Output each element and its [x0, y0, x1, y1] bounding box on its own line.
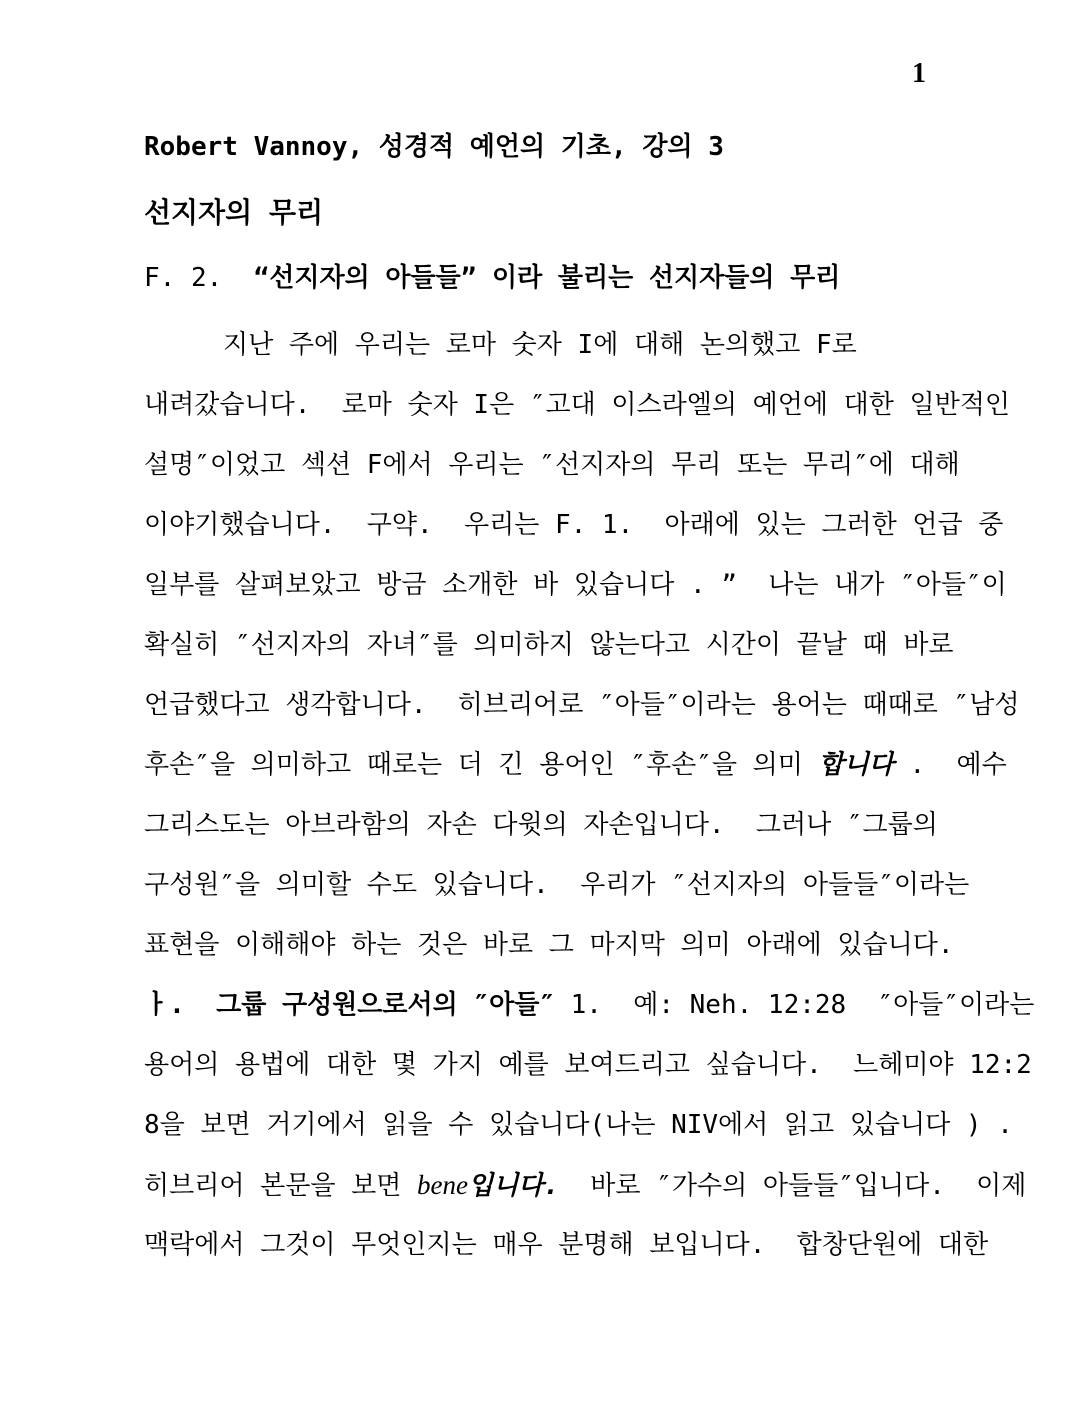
text-run: 표현을 이해해야 하는 것은 바로 그 마지막 의미 아래에 있습니다.	[144, 930, 954, 960]
section-heading: 선지자의 무리	[144, 196, 324, 229]
body-line	[144, 375, 1010, 435]
text-run: 확실히 ″선지자의 자녀″를 의미하지 않는다고 시간이 끝날 때 바로	[144, 630, 954, 660]
text-run: 설명″이었고 섹션 F에서 우리는 ″선지자의 무리 또는 무리″에 대해	[144, 450, 960, 480]
text-run: 입니다.	[467, 1171, 559, 1201]
body-line	[144, 615, 974, 675]
document-body	[144, 315, 1035, 1275]
text-run: ㅏ. 그룹 구성원으로서의 ″아들″	[144, 990, 555, 1020]
text-run: “선지자의 아들들” 이라 불리는 선지자들의 무리	[253, 263, 841, 293]
body-line	[144, 855, 974, 915]
text-run: F. 2.	[144, 263, 254, 293]
body-line	[144, 555, 1007, 615]
text-run: 이야기했습니다. 구약. 우리는 F. 1. 아래에 있는 그러한 언급 중	[144, 510, 1004, 540]
text-run: 8을 보면 거기에서 읽을 수 있습니다(나는 NIV에서 읽고 있습니다 ) .	[144, 1110, 1013, 1140]
text-run: 지난 주에 우리는 로마 숫자 I에 대해 논의했고 F로	[223, 330, 857, 360]
text-run: 일부를 살펴보았고 방금 소개한 바 있습니다 . ” 나는 내가 ″아들″이	[144, 570, 1007, 600]
body-line	[144, 1035, 1032, 1095]
body-line	[144, 675, 1020, 735]
text-run: 그리스도는 아브라함의 자손 다윗의 자손입니다. 그러나 ″그룹의	[144, 810, 938, 840]
text-run: 용어의 용법에 대한 몇 가지 예를 보여드리고 싶습니다. 느헤미야 12:2	[144, 1050, 1032, 1080]
text-run: 언급했다고 생각합니다. 히브리어로 ″아들″이라는 용어는 때때로 ″남성	[144, 690, 1020, 720]
body-line	[144, 1215, 989, 1275]
document-title: Robert Vannoy, 성경적 예언의 기초, 강의 3	[144, 132, 724, 162]
text-run: 합니다	[818, 750, 894, 780]
body-line	[144, 795, 974, 855]
text-run: 바로 ″가수의 아들들″입니다. 이제	[559, 1171, 1027, 1201]
body-line	[144, 315, 974, 375]
text-run: 후손″을 의미하고 때로는 더 긴 용어인 ″후손″을 의미	[144, 750, 819, 780]
text-run: bene	[417, 1170, 468, 1200]
text-run: 내려갔습니다. 로마 숫자 I은 ″고대 이스라엘의 예언에 대한 일반적인	[144, 390, 1010, 420]
body-line	[144, 435, 974, 495]
text-run: 구성원″을 의미할 수도 있습니다. 우리가 ″선지자의 아들들″이라는	[144, 870, 970, 900]
section-subheading	[144, 262, 840, 294]
body-line	[144, 975, 1035, 1035]
text-run: 히브리어 본문을 보면	[144, 1171, 418, 1201]
body-line	[144, 495, 1004, 555]
text-run: 맥락에서 그것이 무엇인지는 매우 분명해 보입니다. 합창단원에 대한	[144, 1230, 989, 1260]
text-run: . 예수	[893, 750, 1007, 780]
text-run: 1. 예: Neh. 12:28 ″아들″이라는	[554, 990, 1035, 1020]
body-line	[144, 915, 974, 975]
page-number: 1	[912, 58, 926, 89]
body-line	[144, 1095, 1013, 1155]
body-line	[144, 1155, 1027, 1215]
body-line	[144, 735, 1007, 795]
